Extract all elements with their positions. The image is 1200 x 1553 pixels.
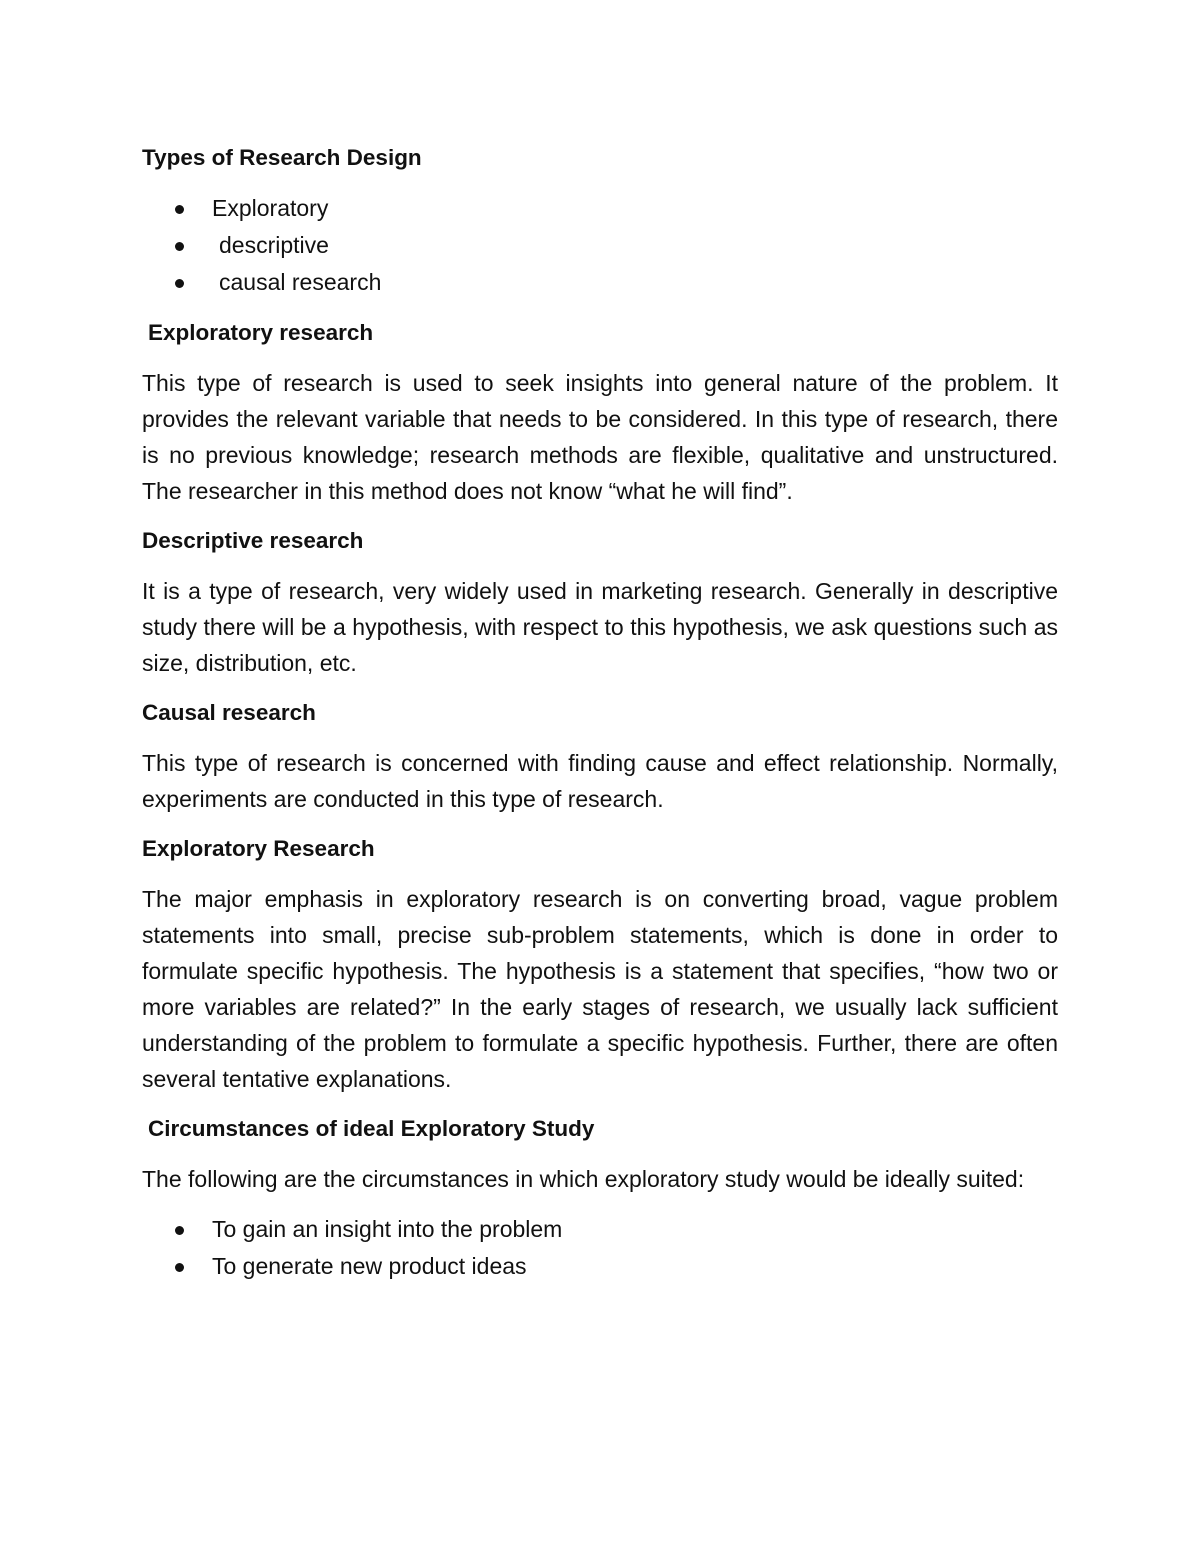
bullet-icon [175, 242, 184, 251]
list-item-text: To gain an insight into the problem [212, 1216, 563, 1242]
section-heading-causal: Causal research [142, 700, 316, 725]
list-item [142, 227, 1058, 264]
list-item-text: To generate new product ideas [212, 1253, 527, 1279]
document-content [142, 140, 1058, 1299]
circumstances-list [142, 1211, 1058, 1285]
section-heading-exploratory-detail: Exploratory Research [142, 836, 375, 861]
list-item-text: Exploratory [212, 195, 329, 221]
section-body-descriptive: It is a type of research, very widely used in marketing research. Generally in descriptive study there will be a hypothesis, with respect to this hypothesis, we ask questions such as size, distribution, etc. [142, 578, 1058, 676]
bullet-icon [175, 205, 184, 214]
research-types-list [142, 190, 1058, 301]
bullet-icon [175, 279, 184, 288]
page-title: Types of Research Design [142, 145, 422, 170]
list-item-text: causal research [219, 269, 382, 295]
section-body-exploratory-detail: The major emphasis in exploratory research is on converting broad, vague problem statements into small, precise sub-problem statements, which is done in order to formulate specific hypothesis. The hypothesis is a statement that specifies, “how two or more variables are related?” In the early stages of research, we usually lack sufficient understanding of the problem to formulate a specific hypothesis. Further, there are often several tentative explanations. [142, 886, 1058, 1092]
list-item [142, 264, 1058, 301]
list-item [142, 1211, 1058, 1248]
section-body-causal: This type of research is concerned with finding cause and effect relationship. Normally, experiments are conducted in this type of research. [142, 750, 1058, 812]
bullet-icon [175, 1263, 184, 1272]
section-heading-exploratory: Exploratory research [148, 320, 374, 345]
list-item [142, 1248, 1058, 1285]
list-item-text: descriptive [219, 232, 329, 258]
section-heading-descriptive: Descriptive research [142, 528, 364, 553]
bullet-icon [175, 1226, 184, 1235]
section-heading-circumstances: Circumstances of ideal Exploratory Study [148, 1116, 595, 1141]
list-item [142, 190, 1058, 227]
section-body-circumstances: The following are the circumstances in which exploratory study would be ideally suited: [142, 1166, 1025, 1192]
section-body-exploratory: This type of research is used to seek insights into general nature of the problem. It provides the relevant variable that needs to be considered. In this type of research, there is no previous knowledge; research methods are flexible, qualitative and unstructured. The researcher in this method does not know “what he will find”. [142, 370, 1058, 504]
